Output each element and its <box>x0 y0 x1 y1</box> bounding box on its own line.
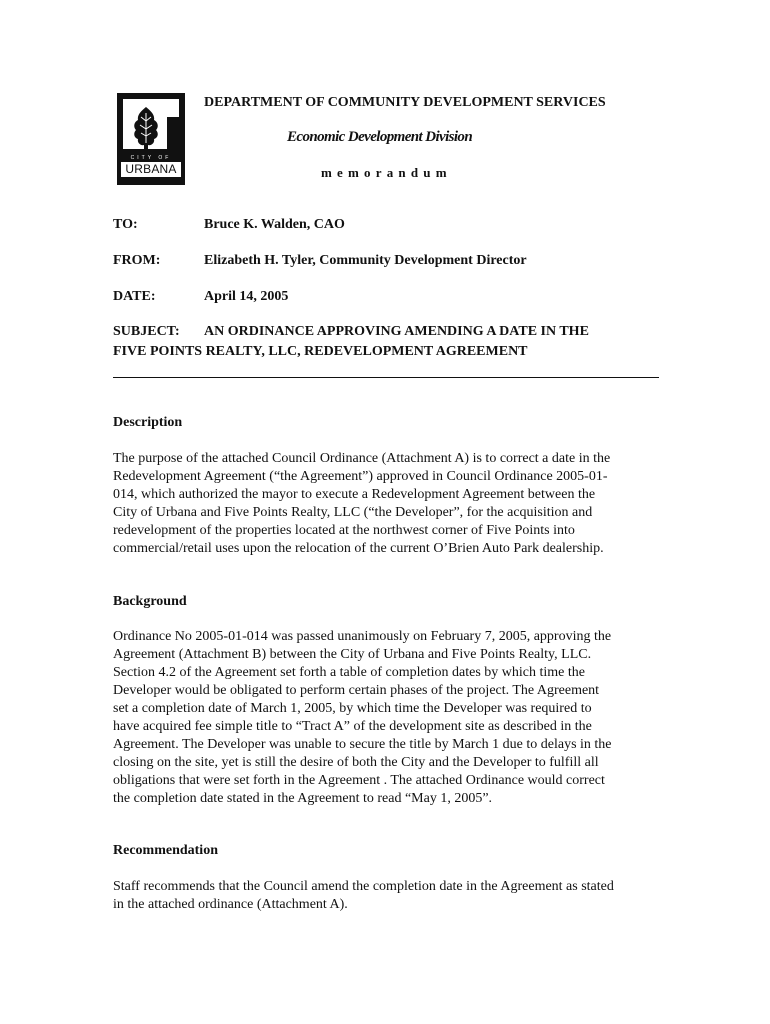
logo-city-name: URBANA <box>121 162 181 177</box>
from-label: FROM: <box>113 253 161 268</box>
background-heading: Background <box>113 594 187 609</box>
background-paragraph <box>113 628 659 808</box>
text-line: have acquired fee simple title to “Tract A” of the development site as described in the <box>113 719 592 734</box>
text-line: set a completion date of March 1, 2005, by which time the Developer was required to <box>113 701 592 716</box>
text-line: City of Urbana and Five Points Realty, LLC (“the Developer”, for the acquisition and <box>113 505 593 520</box>
subject-label: SUBJECT: <box>113 324 180 339</box>
text-line: redevelopment of the properties located at the northwest corner of Five Points into <box>113 523 575 538</box>
subject-block <box>113 322 673 362</box>
text-line: Redevelopment Agreement (“the Agreement”) approved in Council Ordinance 2005-01- <box>113 469 608 484</box>
subject-line-1: AN ORDINANCE APPROVING AMENDING A DATE IN THE <box>204 324 589 339</box>
to-value: Bruce K. Walden, CAO <box>204 217 345 232</box>
text-line: in the attached ordinance (Attachment A). <box>113 897 348 912</box>
date-value: April 14, 2005 <box>204 289 289 304</box>
text-line: Developer would be obligated to perform certain phases of the project. The Agreement <box>113 683 600 698</box>
text-line: the completion date stated in the Agreement to read “May 1, 2005”. <box>113 791 493 806</box>
header-divider <box>113 377 659 378</box>
description-paragraph <box>113 450 659 558</box>
memo-label: memorandum <box>321 165 452 180</box>
text-line: Staff recommends that the Council amend the completion date in the Agreement as stated <box>113 879 614 894</box>
division-title: Economic Development Division <box>287 129 473 145</box>
text-line: Section 4.2 of the Agreement set forth a table of completion dates by which time the <box>113 665 585 680</box>
subject-line-2: FIVE POINTS REALTY, LLC, REDEVELOPMENT AGREEMENT <box>113 344 528 359</box>
recommendation-paragraph <box>113 878 659 914</box>
text-line: Agreement (Attachment B) between the City of Urbana and Five Points Realty, LLC. <box>113 647 592 662</box>
department-title: DEPARTMENT OF COMMUNITY DEVELOPMENT SERVICES <box>204 95 606 110</box>
text-line: Agreement. The Developer was unable to secure the title by March 1 due to delays in the <box>113 737 612 752</box>
city-logo <box>117 93 185 185</box>
logo-city-text: CITY OF <box>130 155 172 161</box>
text-line: commercial/retail uses upon the relocation of the current O’Brien Auto Park dealership. <box>113 541 604 556</box>
date-label: DATE: <box>113 289 156 304</box>
from-value: Elizabeth H. Tyler, Community Development Director <box>204 253 527 268</box>
to-label: TO: <box>113 217 138 232</box>
description-heading: Description <box>113 415 183 430</box>
text-line: Ordinance No 2005-01-014 was passed unanimously on February 7, 2005, approving the <box>113 629 612 644</box>
text-line: closing on the site, yet is still the desire of both the City and the Developer to fulfill all <box>113 755 599 770</box>
text-line: obligations that were set forth in the Agreement . The attached Ordinance would correct <box>113 773 605 788</box>
recommendation-heading: Recommendation <box>113 843 218 858</box>
text-line: The purpose of the attached Council Ordinance (Attachment A) is to correct a date in the <box>113 451 611 466</box>
text-line: 014, which authorized the mayor to execute a Redevelopment Agreement between the <box>113 487 596 502</box>
